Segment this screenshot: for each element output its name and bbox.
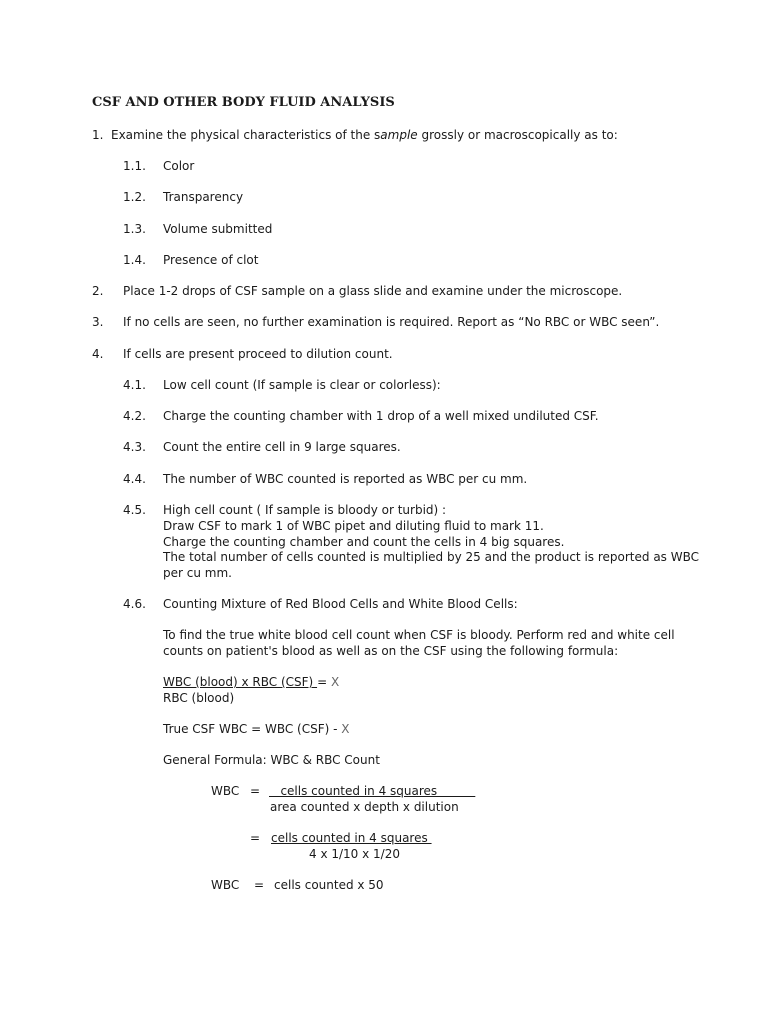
item-4-5-line-2: Draw CSF to mark 1 of WBC pipet and diluting fluid to mark 11. bbox=[163, 519, 544, 533]
item-4-6-number: 4.6. bbox=[123, 597, 146, 611]
item-3-number: 3. bbox=[92, 315, 104, 329]
item-4-3-text: Count the entire cell in 9 large squares. bbox=[163, 440, 401, 454]
item-1-3-number: 1.3. bbox=[123, 222, 146, 236]
true-csf-wbc-formula: True CSF WBC = WBC (CSF) - X bbox=[163, 722, 350, 736]
item-4-5-number: 4.5. bbox=[123, 503, 146, 517]
item-4-6-text: Counting Mixture of Red Blood Cells and White Blood Cells: bbox=[163, 597, 518, 611]
paragraph-line-1: To find the true white blood cell count when CSF is bloody. Perform red and white cell bbox=[163, 628, 675, 642]
item-4-4-text: The number of WBC counted is reported as WBC per cu mm. bbox=[163, 472, 528, 486]
wbc-formula-lhs-3: WBC bbox=[211, 878, 240, 892]
formula-x-numerator: WBC (blood) x RBC (CSF) = X bbox=[163, 675, 340, 689]
item-4-5-line-1: High cell count ( If sample is bloody or turbid) : bbox=[163, 503, 447, 517]
item-4-5-line-3: Charge the counting chamber and count the cells in 4 big squares. bbox=[163, 535, 565, 549]
wbc-formula-result: cells counted x 50 bbox=[274, 878, 384, 892]
formula-x-denominator: RBC (blood) bbox=[163, 691, 235, 705]
general-formula-heading: General Formula: WBC & RBC Count bbox=[163, 753, 380, 767]
item-4-number: 4. bbox=[92, 347, 104, 361]
paragraph-line-2: counts on patient's blood as well as on the CSF using the following formula: bbox=[163, 644, 619, 658]
item-3-text: If no cells are seen, no further examination is required. Report as “No RBC or WBC seen”. bbox=[123, 315, 660, 329]
item-4-4-number: 4.4. bbox=[123, 472, 146, 486]
item-2-text: Place 1-2 drops of CSF sample on a glass slide and examine under the microscope. bbox=[123, 284, 623, 298]
item-4-text: If cells are present proceed to dilution count. bbox=[123, 347, 393, 361]
item-1-2-text: Transparency bbox=[163, 190, 244, 204]
item-4-1-text: Low cell count (If sample is clear or colorless): bbox=[163, 378, 441, 392]
item-4-5-line-5: per cu mm. bbox=[163, 566, 232, 580]
item-1-text: Examine the physical characteristics of the sample grossly or macroscopically as to: bbox=[111, 128, 618, 142]
item-1-4-number: 1.4. bbox=[123, 253, 146, 267]
wbc-formula-equals-3: = bbox=[254, 878, 265, 892]
page-title: CSF AND OTHER BODY FLUID ANALYSIS bbox=[92, 95, 395, 110]
wbc-formula-equals-2: = bbox=[250, 831, 261, 845]
item-4-2-text: Charge the counting chamber with 1 drop of a well mixed undiluted CSF. bbox=[163, 409, 599, 423]
item-2-number: 2. bbox=[92, 284, 104, 298]
wbc-formula-denominator-2: 4 x 1/10 x 1/20 bbox=[309, 847, 400, 861]
item-1-4-text: Presence of clot bbox=[163, 253, 259, 267]
item-4-5-line-4: The total number of cells counted is multiplied by 25 and the product is reported as WBC bbox=[163, 550, 700, 564]
wbc-formula-denominator: area counted x depth x dilution bbox=[270, 800, 459, 814]
item-1-1-number: 1.1. bbox=[123, 159, 146, 173]
item-4-3-number: 4.3. bbox=[123, 440, 146, 454]
item-1-number: 1. bbox=[92, 128, 104, 142]
wbc-formula-numerator-2: cells counted in 4 squares bbox=[271, 831, 432, 845]
wbc-formula-equals: = bbox=[250, 784, 261, 798]
item-1-1-text: Color bbox=[163, 159, 195, 173]
item-1-3-text: Volume submitted bbox=[163, 222, 273, 236]
wbc-formula-numerator: cells counted in 4 squares bbox=[269, 784, 476, 798]
item-4-1-number: 4.1. bbox=[123, 378, 146, 392]
wbc-formula-lhs: WBC bbox=[211, 784, 240, 798]
item-1-2-number: 1.2. bbox=[123, 190, 146, 204]
item-4-2-number: 4.2. bbox=[123, 409, 146, 423]
